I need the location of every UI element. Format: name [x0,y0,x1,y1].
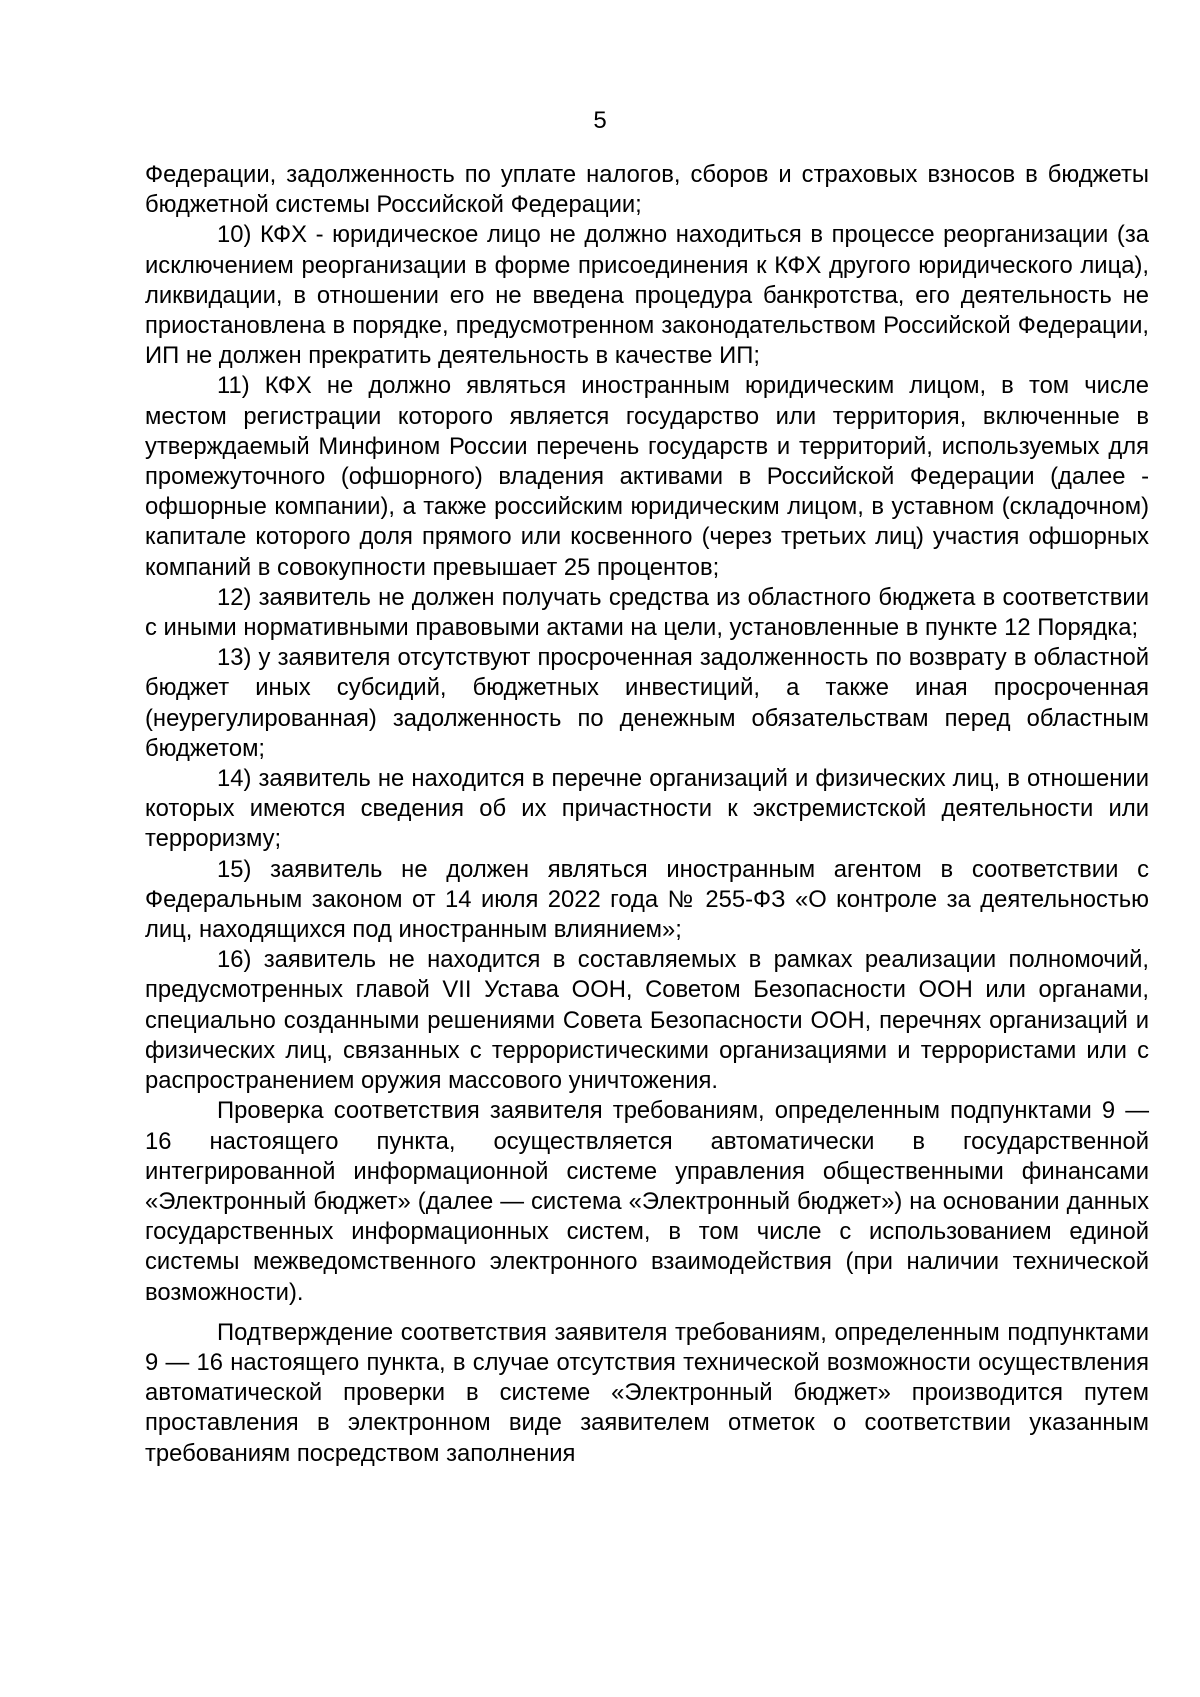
paragraph-verification: Проверка соответствия заявителя требованиям, определенным подпунктами 9 — 16 настоящего пункта, осуществляется автоматически в государственной интегрированной информационной системе управления общественными финансами «Электронный бюджет» (далее — система «Электронный бюджет») на основании данных государственных информационных систем, в том числе с использованием единой системы межведомственного электронного взаимодействия (при наличии технической возможности). [145,1097,1149,1306]
paragraph-item-12: 12) заявитель не должен получать средства из областного бюджета в соответствии с иными нормативными правовыми актами на цели, установленные в пункте 12 Порядка; [145,583,1149,642]
document-body [145,160,1149,1469]
paragraph-confirmation: Подтверждение соответствия заявителя требованиям, определенным подпунктами 9 — 16 настоящего пункта, в случае отсутствия технической возможности осуществления автоматической проверки в системе «Электронный бюджет» производится путем проставления в электронном виде заявителем отметок о соответствии указанным требованиям посредством заполнения [145,1318,1149,1467]
paragraph-item-13: 13) у заявителя отсутствуют просроченная задолженность по возврату в областной бюджет иных субсидий, бюджетных инвестиций, а также иная просроченная (неурегулированная) задолженность по денежным обязательствам перед областным бюджетом; [145,644,1149,762]
paragraph-item-16: 16) заявитель не находится в составляемых в рамках реализации полномочий, предусмотренных главой VII Устава ООН, Советом Безопасности ООН или органами, специально созданными решениями Совета Безопасности ООН, перечнях организаций и физических лиц, связанных с террористическими организациями и террористами или с распространением оружия массового уничтожения. [145,946,1149,1095]
page-number: 5 [593,107,607,134]
paragraph-item-10: 10) КФХ - юридическое лицо не должно находиться в процессе реорганизации (за исключением реорганизации в форме присоединения к КФХ другого юридического лица), ликвидации, в отношении его не введена процедура банкротства, его деятельность не приостановлена в порядке, предусмотренном законодательством Российской Федерации, ИП не должен прекратить деятельность в качестве ИП; [145,221,1149,370]
paragraph-item-11: 11) КФХ не должно являться иностранным юридическим лицом, в том числе местом регистрации которого является государство или территория, включенные в утверждаемый Минфином России перечень государств и территорий, используемых для промежуточного (офшорного) владения активами в Российской Федерации (далее - офшорные компании), а также российским юридическим лицом, в уставном (складочном) капитале которого доля прямого или косвенного (через третьих лиц) участия офшорных компаний в совокупности превышает 25 процентов; [145,372,1149,581]
paragraph-item-14: 14) заявитель не находится в перечне организаций и физических лиц, в отношении которых имеются сведения об их причастности к экстремистской деятельности или терроризму; [145,765,1149,853]
paragraph-item-15: 15) заявитель не должен являться иностранным агентом в соответствии с Федеральным законом от 14 июля 2022 года № 255-ФЗ «О контроле за деятельностью лиц, находящихся под иностранным влиянием»; [145,855,1149,944]
paragraph-continuation: Федерации, задолженность по уплате налогов, сборов и страховых взносов в бюджеты бюджетной системы Российской Федерации; [145,161,1149,219]
